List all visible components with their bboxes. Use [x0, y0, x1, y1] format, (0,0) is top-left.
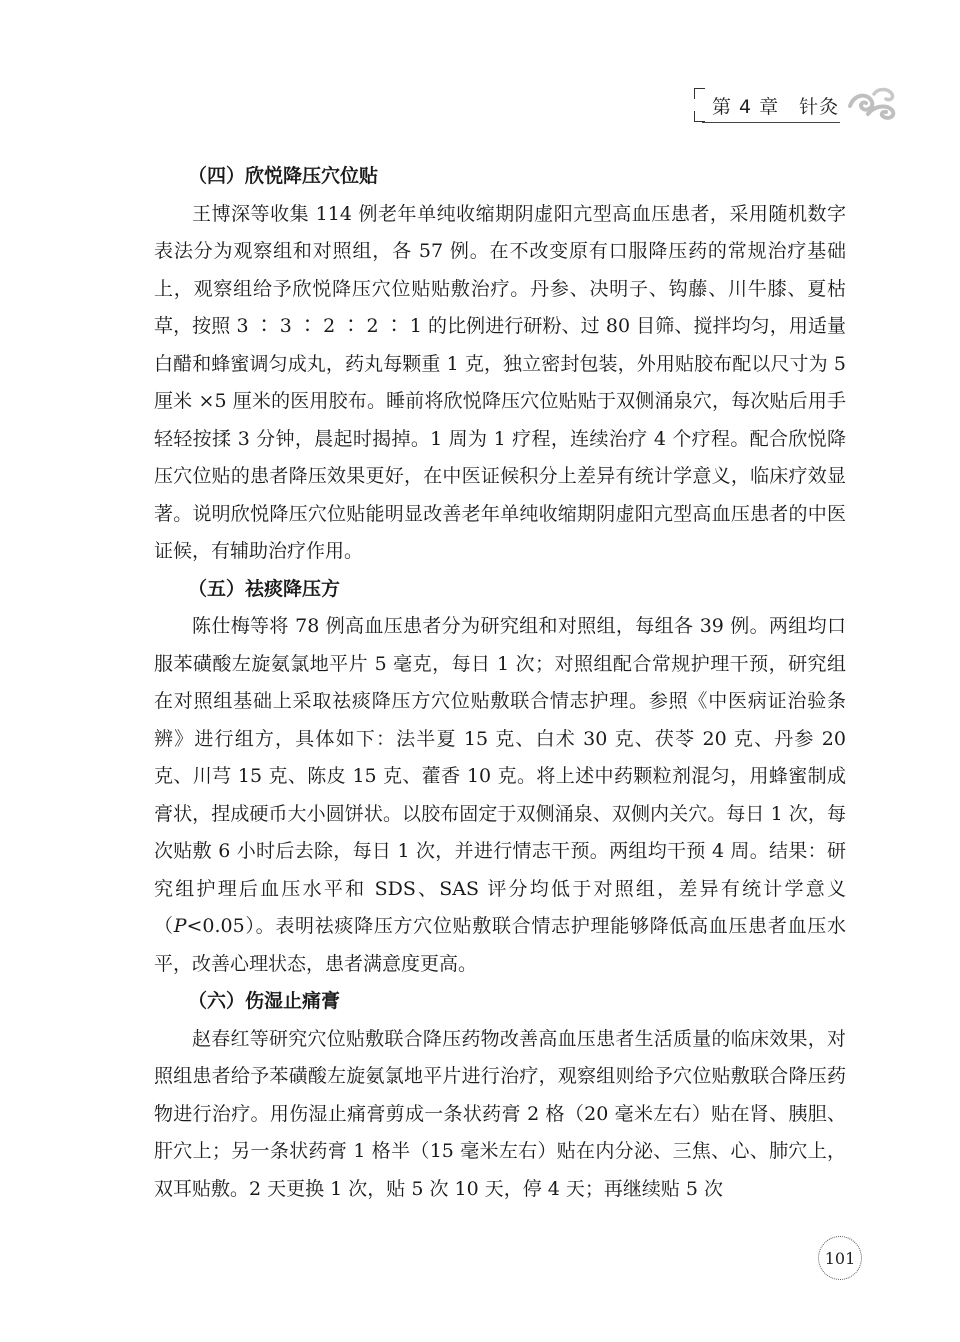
p-value-symbol: P: [173, 915, 187, 937]
section-heading-shangshi: （六）伤湿止痛膏: [188, 990, 341, 1012]
paragraph-shangshi: 赵春红等研究穴位贴敷联合降压药物改善高血压患者生活质量的临床效果，对照组患者给予苯磺酸左旋氨氯地平片进行治疗，观察组则给予穴位贴敷联合降压药物进行治疗。用伤湿止痛膏剪成一条状药膏 2 格（20 毫米左右）贴在肾、胰胆、肝穴上；另一条状药膏 1 格半（15 毫米左右）贴在内分泌、三焦、心、肺穴上，双耳贴敷。2 天更换 1 次，贴 5 次 10 天，停 4 天；再继续贴 5 次: [154, 1027, 846, 1200]
header-corner-top-left: [694, 88, 705, 99]
section-heading-xinyue: （四）欣悦降压穴位贴: [188, 165, 379, 187]
page-body: [154, 158, 846, 1208]
cloud-ornament-icon: [846, 84, 898, 124]
page-number: 101: [818, 1236, 862, 1280]
header-corner-bottom-left: [694, 111, 705, 122]
paragraph-qutan-part1: 陈仕梅等将 78 例高血压患者分为研究组和对照组，每组各 39 例。两组均口服苯磺酸左旋氨氯地平片 5 毫克，每日 1 次；对照组配合常规护理干预，研究组在对照组基础上采取祛痰降压方穴位贴敷联合情志护理。参照《中医病证治验条辨》进行组方，具体如下：法半夏 15 克、白术 30 克、茯苓 20 克、丹参 20 克、川芎 15 克、陈皮 15 克、藿香 10 克。将上述中药颗粒剂混匀，用蜂蜜制成膏状，捏成硬币大小圆饼状。以胶布固定于双侧涌泉、双侧内关穴。每日 1 次，每次贴敷 6 小时后去除，每日 1 次，并进行情志干预。两组均干预 4 周。结果：研究组护理后血压水平和 SDS、SAS 评分均低于对照组，差异有统计学意义（: [154, 615, 846, 937]
paragraph-qutan: [154, 608, 846, 983]
paragraph-xinyue: 王博深等收集 114 例老年单纯收缩期阴虚阳亢型高血压患者，采用随机数字表法分为观察组和对照组，各 57 例。在不改变原有口服降压药的常规治疗基础上，观察组给予欣悦降压穴位贴贴敷治疗。丹参、决明子、钩藤、川牛膝、夏枯草，按照 3 ∶ 3 ∶ 2 ∶ 2 ∶ 1 的比例进行研粉、过 80 目筛、搅拌均匀，用适量白醋和蜂蜜调匀成丸，药丸每颗重 1 克，独立密封包装，外用贴胶布配以尺寸为 5 厘米 ×5 厘米的医用胶布。睡前将欣悦降压穴位贴贴于双侧涌泉穴，每次贴后用手轻轻按揉 3 分钟，晨起时揭掉。1 周为 1 疗程，连续治疗 4 个疗程。配合欣悦降压穴位贴的患者降压效果更好，在中医证候积分上差异有统计学意义，临床疗效显著。说明欣悦降压穴位贴能明显改善老年单纯收缩期阴虚阳亢型高血压患者的中医证候，有辅助治疗作用。: [154, 202, 846, 562]
section-heading-qutan: （五）祛痰降压方: [188, 577, 341, 600]
running-header-chapter: 第 4 章 针灸: [712, 96, 840, 118]
paragraph-qutan-part2: <0.05）。表明祛痰降压方穴位贴敷联合情志护理能够降低高血压患者血压水平，改善心理状态，患者满意度更高。: [154, 915, 846, 975]
header-underline: [702, 122, 840, 123]
